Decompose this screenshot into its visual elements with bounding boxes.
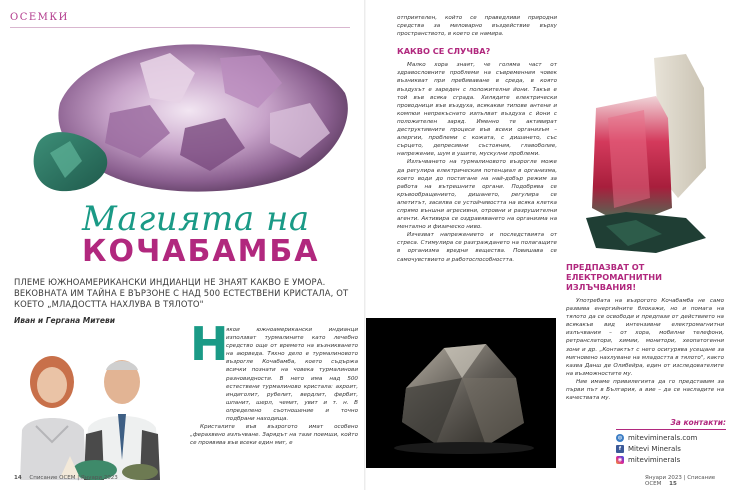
left-body-text xyxy=(190,326,358,447)
left-page-footer xyxy=(14,475,118,481)
website-text[interactable]: miteviminerals.com xyxy=(628,434,698,442)
article-title-line2: КОЧАБАМБА xyxy=(82,234,320,269)
right-paragraph-1: Малко хора знаят, че голяма част от здравословните проблеми на съвременния човек възникват при пребиваване в среда, в която въздухът е зареден с положителни йони. Такъв е той във всяка сграда. Хилядите електрически проводници във въздуха, всякакви типове антени и компюи непрекъснато изпълват въздуха с йони с положителен заряд. Именно те активират деструктивните процеси във всеки организъм – алергии, проблеми с кожата, с дишането, със сърцето, депресивни състояния, главоболие, напрежение, шум в ушите, мускулни проблеми. xyxy=(397,62,557,158)
facebook-text[interactable]: Mitevi Minerals xyxy=(628,445,681,453)
facebook-icon: f xyxy=(616,445,624,453)
right-paragraph-2: Излъчването на турмалиновото възрогле може да регулира електрическия потенциал в организма, което води до постигане на най-добър режим за работа на вътрешните органи. Подобрява се кръвообращението, дишането, регулира се апетитът, засилва се устойчивостта на всяка клетка спрямо външни агресивни, отровни и разрушителни агенти. Активира се оздравяването на организма на ментално и физическо ниво. xyxy=(397,159,557,231)
left-footer-magazine: Списание ОСЕМ | Януари 2023 xyxy=(29,475,118,481)
right-footer-magazine: Януари 2023 | Списание ОСЕМ xyxy=(645,475,716,487)
authors-photo xyxy=(0,330,180,480)
contact-website[interactable] xyxy=(616,433,726,443)
right-page-number: 15 xyxy=(669,481,677,487)
section-divider xyxy=(10,27,350,28)
article-lead: ПЛЕМЕ ЮЖНОАМЕРИКАНСКИ ИНДИАНЦИ НЕ ЗНАЯТ КАКВО Е УМОРА. ВЕКОВНАТА ИМ ТАЙНА Е ВЪРЗОНЕ С НАД 500 ЕСТЕСТВЕНИ КРИСТАЛА, ОТ КОЕТО „МЛАДОСТТА НАХЛУВА В ТЯЛОТО" xyxy=(14,277,349,309)
tourmaline-crystal-photo xyxy=(566,48,722,258)
section-label: ОСЕМКИ xyxy=(10,12,69,23)
right-column xyxy=(566,262,724,402)
subhead-what-happens: КАКВО СЕ СЛУЧВА? xyxy=(397,46,491,57)
right-paragraph-4: Употребата на възрогото Кочабамба не само развива енергийните блокажи, но и помага на тялото да се освободи и предпази от действието на всякакъв вид интензивни електромагнитни излъчвания – от хора, мобилни телефони, ретранслатори, химии, монитори, хеопатогенни зони и др. „Контактът с него осигурява усещане за мигновено нахлуване на младостта в тялото", както казва Данш де Олибейра, един от изследователите на възможностите му. xyxy=(566,298,724,377)
globe-icon: ◍ xyxy=(617,435,623,441)
left-body-paragraph-2: Кристалите във възрогото имат особено „ферахвено излъчване. Зарядът на тази поемши, който се проявява във всеки един миг, е xyxy=(190,424,358,447)
contacts-divider xyxy=(616,429,726,430)
article-title-line1: Магията на xyxy=(82,199,310,239)
right-middle-column xyxy=(397,14,557,264)
dark-crystal-photo xyxy=(366,318,556,468)
instagram-text[interactable]: mitevimineraIs xyxy=(628,456,681,464)
drop-cap: Н xyxy=(190,317,229,371)
subhead-emf-protection: ПРЕДПАЗВАТ ОТ ЕЛЕКТРОМАГНИТНИ ИЗЛЪЧВАНИЯ! xyxy=(566,262,662,292)
left-page-number: 14 xyxy=(14,475,22,481)
left-body-paragraph-1: якои южноамерикански индианци използват турмалините като лечебно средство още от времето на възникването на аюрведа. Тяхно дело е турмалиновото възрогле Кочабамба, което съдържа всички познати на човека турмалинови разновидности. В него има над 500 естествени турмалиново кристала: ахроит, индиголит, рубелит, вердлит, фербит, шпанит, шерл, чемит, увит и т. н. В определено съотношение и точно подбрани находища. xyxy=(226,327,358,423)
right-intro-text: отприятелен, който се праведливи природни средства за миловарно въздействие върху пространството, в което се намира. xyxy=(397,15,557,38)
contacts-title: За контакти: xyxy=(670,418,726,427)
contacts-box xyxy=(616,418,726,466)
contact-instagram[interactable] xyxy=(616,455,726,465)
article-byline: Иван и Гергана Митеви xyxy=(14,316,115,325)
right-paragraph-5: Ние имаме привилегията да го представим за първи път в България, а вие – да се насладите на качествата му. xyxy=(566,378,724,402)
hero-crystal-photo xyxy=(20,33,358,203)
contact-facebook[interactable] xyxy=(616,444,726,454)
right-paragraph-3: Изчезват напрежението и последствията от стреса. Стимулира се разграждането на полагащите в организма вредни вещества. Повишава се самочувствието и работоспособността. xyxy=(397,232,557,263)
right-page-footer xyxy=(645,475,730,487)
instagram-icon: ◉ xyxy=(617,457,623,463)
